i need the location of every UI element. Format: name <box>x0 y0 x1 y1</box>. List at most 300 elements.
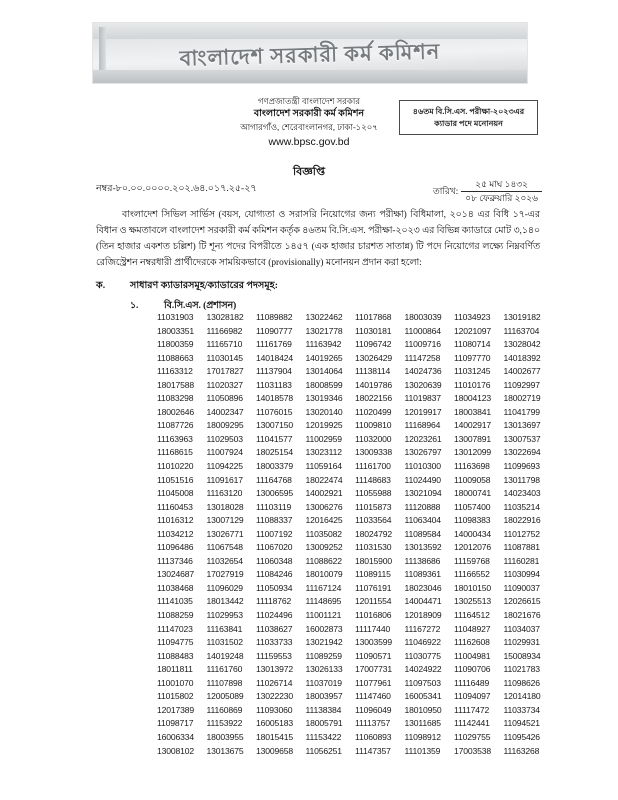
registration-number: 18004123 <box>454 393 492 404</box>
memo-date-label: তারিখ: <box>432 186 459 196</box>
registration-number: 11016312 <box>157 515 194 526</box>
registration-number-row <box>157 406 553 420</box>
registration-number-row <box>157 392 553 406</box>
registration-number: 11088663 <box>157 352 194 363</box>
registration-number: 11159553 <box>256 650 292 661</box>
registration-number: 11088483 <box>157 650 194 661</box>
registration-number: 11142441 <box>454 718 490 729</box>
registration-number: 18003379 <box>256 461 294 472</box>
registration-number-row <box>157 595 553 609</box>
registration-number: 11030994 <box>503 569 540 580</box>
registration-number: 11094775 <box>157 637 194 648</box>
registration-number: 11089361 <box>404 569 441 580</box>
registration-number-row <box>157 311 553 325</box>
registration-number: 13021942 <box>305 637 343 648</box>
registration-number: 13021778 <box>305 325 343 336</box>
registration-number: 11097770 <box>454 352 491 363</box>
registration-number: 11004981 <box>454 650 491 661</box>
registration-number: 11120888 <box>404 501 441 512</box>
registration-number: 11007924 <box>206 447 243 458</box>
registration-number: 14024922 <box>404 664 442 675</box>
government-name: গণপ্রজাতন্ত্রী বাংলাদেশ সরকার <box>257 96 361 106</box>
registration-number-row <box>157 365 553 379</box>
registration-number: 18022916 <box>503 515 541 526</box>
registration-number: 11163963 <box>157 433 193 444</box>
subsection-marker: ১. <box>130 301 139 311</box>
registration-number: 13007891 <box>454 433 492 444</box>
registration-number: 14019265 <box>305 352 343 363</box>
registration-number-row <box>157 379 553 393</box>
cadre-box-line-2: ক্যাডার পদে মনোনয়ন <box>434 118 503 128</box>
registration-number: 11094225 <box>206 461 243 472</box>
registration-number: 11090571 <box>355 650 392 661</box>
registration-number: 11161760 <box>206 664 243 675</box>
registration-number: 11113757 <box>355 718 391 729</box>
section-headings <box>96 279 542 313</box>
registration-number: 13020639 <box>404 379 442 390</box>
registration-number: 11041577 <box>256 433 293 444</box>
registration-number: 11035214 <box>503 501 540 512</box>
registration-number: 11138114 <box>355 366 391 377</box>
registration-number: 11010220 <box>157 461 194 472</box>
registration-number: 11800359 <box>157 339 194 350</box>
registration-number: 11092997 <box>503 379 540 390</box>
registration-number: 11029503 <box>206 433 243 444</box>
registration-number: 12026615 <box>503 596 541 607</box>
registration-number: 12016425 <box>305 515 343 526</box>
registration-number-row <box>157 609 553 623</box>
registration-number: 11001070 <box>157 677 194 688</box>
registration-number: 11009058 <box>454 474 491 485</box>
registration-number: 11164768 <box>256 474 292 485</box>
registration-number: 11118762 <box>256 596 292 607</box>
registration-number: 18003351 <box>157 325 195 336</box>
registration-number: 11055988 <box>355 488 392 499</box>
section-general-cadres <box>96 279 542 294</box>
registration-number: 11051516 <box>157 474 194 485</box>
registration-number: 13018028 <box>206 501 244 512</box>
registration-number: 11037019 <box>305 677 342 688</box>
registration-number: 11031530 <box>355 542 392 553</box>
registration-number: 11029931 <box>503 637 540 648</box>
registration-number: 13019182 <box>503 312 541 322</box>
registration-number-row <box>157 474 553 488</box>
registration-number: 13023112 <box>305 447 342 458</box>
registration-number: 18017588 <box>157 379 195 390</box>
registration-number: 11009716 <box>404 339 441 350</box>
registration-number: 18003957 <box>305 691 343 702</box>
registration-number: 16005341 <box>404 691 442 702</box>
registration-number: 11024496 <box>256 610 293 621</box>
registration-number: 11160869 <box>206 704 243 715</box>
registration-number: 13009658 <box>256 745 294 756</box>
registration-number: 18015415 <box>256 731 294 742</box>
registration-number: 11137346 <box>157 555 193 566</box>
registration-number: 11093060 <box>256 704 293 715</box>
bpsc-signboard-photo <box>92 22 528 84</box>
registration-number: 11034923 <box>454 312 491 322</box>
registration-number-row <box>157 582 553 596</box>
section-marker: ক. <box>96 280 106 291</box>
registration-number: 11031903 <box>157 312 194 322</box>
registration-number: 11116489 <box>454 677 490 688</box>
registration-number: 11163841 <box>206 623 243 634</box>
registration-number: 13006276 <box>305 501 343 512</box>
registration-number: 11148695 <box>305 596 342 607</box>
registration-number-grid <box>157 311 553 758</box>
registration-number: 11087726 <box>157 420 194 431</box>
registration-number-row <box>157 338 553 352</box>
registration-number: 11163312 <box>157 366 193 377</box>
commission-website[interactable]: www.bpsc.gov.bd <box>268 136 350 149</box>
registration-number-row <box>157 636 553 650</box>
registration-number: 13009252 <box>305 542 343 553</box>
registration-number: 11020499 <box>355 406 392 417</box>
registration-number: 11159768 <box>454 555 490 566</box>
registration-number: 18003841 <box>454 406 492 417</box>
registration-number: 11117472 <box>454 704 490 715</box>
registration-number: 11056251 <box>305 745 342 756</box>
registration-number: 13003599 <box>355 637 393 648</box>
registration-number: 11117440 <box>355 623 391 634</box>
registration-number: 13022230 <box>256 691 294 702</box>
registration-number: 17007731 <box>355 664 393 675</box>
registration-number: 13013697 <box>503 420 541 431</box>
registration-number: 11103119 <box>256 501 292 512</box>
registration-number-row <box>157 528 553 542</box>
section-heading: সাধারণ ক্যাডারসমূহ/ক্যাডারের পদসমূহ: <box>130 280 278 291</box>
registration-number: 13007129 <box>206 515 244 526</box>
registration-number-row <box>157 568 553 582</box>
registration-number: 13008102 <box>157 745 195 756</box>
registration-number: 18010079 <box>305 569 343 580</box>
registration-number: 13026133 <box>305 664 343 675</box>
registration-number: 11091617 <box>206 474 243 485</box>
registration-number-row <box>157 433 553 447</box>
registration-number: 11098717 <box>157 718 194 729</box>
registration-number: 11034212 <box>157 528 194 539</box>
registration-number: 11084246 <box>256 569 293 580</box>
commission-address: আগারগাঁও, শেরেবাংলানগর, ঢাকা-১২০৭ <box>240 122 378 133</box>
registration-number: 11163942 <box>305 339 342 350</box>
registration-number: 11167124 <box>305 582 342 593</box>
registration-number: 14004471 <box>404 596 442 607</box>
registration-number: 14002917 <box>454 420 492 431</box>
registration-number: 11030181 <box>355 325 392 336</box>
registration-number: 12012076 <box>454 542 492 553</box>
memo-date-stack <box>461 179 542 205</box>
registration-number: 16006334 <box>157 731 195 742</box>
registration-number: 14019248 <box>206 650 244 661</box>
registration-number: 14002921 <box>305 488 343 499</box>
registration-number: 11033564 <box>355 515 392 526</box>
registration-number: 11016806 <box>355 610 392 621</box>
registration-number: 11031245 <box>454 366 491 377</box>
registration-number: 11057400 <box>454 501 491 512</box>
registration-number-row <box>157 623 553 637</box>
registration-number: 11030775 <box>404 650 441 661</box>
registration-number: 11063404 <box>404 515 441 526</box>
registration-number: 11101359 <box>404 745 441 756</box>
registration-number: 11010300 <box>404 461 441 472</box>
registration-number: 18021676 <box>503 610 541 621</box>
registration-number: 11033734 <box>503 704 540 715</box>
registration-number: 11050896 <box>206 393 243 404</box>
registration-number: 18003039 <box>404 312 442 322</box>
registration-number: 11076015 <box>256 406 293 417</box>
registration-number: 11148683 <box>355 474 391 485</box>
registration-number: 18010950 <box>404 704 442 715</box>
registration-number: 13024687 <box>157 569 195 580</box>
registration-number: 11038468 <box>157 582 194 593</box>
registration-number: 11107898 <box>206 677 243 688</box>
registration-number: 11090037 <box>503 582 540 593</box>
registration-number: 11034037 <box>503 623 540 634</box>
registration-number: 18003955 <box>206 731 244 742</box>
registration-number: 11048927 <box>454 623 491 634</box>
registration-number: 18024792 <box>355 528 393 539</box>
registration-number: 11017868 <box>355 312 392 322</box>
registration-number: 12014180 <box>503 691 541 702</box>
registration-number-row <box>157 663 553 677</box>
registration-number-row <box>157 690 553 704</box>
registration-number: 11029755 <box>454 731 491 742</box>
registration-number: 13007537 <box>503 433 541 444</box>
registration-number: 14018392 <box>503 352 541 363</box>
photo-bottom-band <box>93 70 527 83</box>
registration-number: 14019786 <box>355 379 393 390</box>
cadre-box-line-1: ৪৬তম বি.সি.এস. পরীক্ষা-২০২৩এর <box>412 106 525 116</box>
registration-number: 11010176 <box>454 379 491 390</box>
registration-number: 13022462 <box>305 312 343 322</box>
registration-number: 11162608 <box>454 637 490 648</box>
registration-number: 12018909 <box>404 610 442 621</box>
memo-number: নম্বর-৮০.০০.০০০০.২০২.৬৪.০১৭.২৫-২৭ <box>96 184 257 194</box>
registration-number-row <box>157 555 553 569</box>
registration-number: 11090706 <box>454 664 491 675</box>
registration-number: 11041799 <box>503 406 540 417</box>
registration-number-row <box>157 731 553 745</box>
registration-number: 18015900 <box>355 555 393 566</box>
registration-number: 13013592 <box>404 542 442 553</box>
notice-body-paragraph: বাংলাদেশ সিভিল সার্ভিস (বয়স, যোগ্যতা ও সরাসরি নিয়োগের জন্য পরীক্ষা) বিধিমালা, ২০১৪ এর বিধি ১৭-এর বিধান ও ক্ষমতাবলে বাংলাদেশ সরকারী কর্ম কমিশন কর্তৃক ৪৬তম বি.সি.এস. পরীক্ষা-২০২৩ এর বিভিন্ন ক্যাডারে মোট ৩,১৪০ (তিন হাজার একশত চল্লিশ) টি শূন্য পদের বিপরীতে ১৪৫৭ (এক হাজার চারশত সাতান্ন) টি পদে নিয়োগের লক্ষ্যে নিম্নবর্ণিত রেজিস্ট্রেশন নম্বরধারী প্রার্থীদেরকে সাময়িকভাবে (provisionally) মনোনয়ন প্রদান করা হলো: <box>96 210 540 268</box>
registration-number: 11147357 <box>355 745 391 756</box>
registration-number: 14023403 <box>503 488 541 499</box>
registration-number: 12021097 <box>454 325 492 336</box>
registration-number: 11096049 <box>355 704 392 715</box>
registration-number: 13011798 <box>503 474 540 485</box>
registration-number: 11060893 <box>355 731 392 742</box>
registration-number: 13021094 <box>404 488 442 499</box>
registration-number-row <box>157 325 553 339</box>
memo-date-group <box>433 179 542 205</box>
registration-number: 13007150 <box>256 420 294 431</box>
registration-number: 11024490 <box>404 474 441 485</box>
registration-number-row <box>157 541 553 555</box>
registration-number: 11167272 <box>404 623 441 634</box>
registration-number: 11067020 <box>256 542 293 553</box>
registration-number: 11007192 <box>256 528 293 539</box>
registration-number: 11168964 <box>404 420 441 431</box>
registration-number: 18002719 <box>503 393 541 404</box>
registration-number: 11050934 <box>256 582 293 593</box>
registration-number: 11009810 <box>355 420 392 431</box>
registration-number: 11038627 <box>256 623 293 634</box>
registration-number: 12019917 <box>404 406 442 417</box>
registration-number: 11163704 <box>503 325 540 336</box>
registration-number: 11002959 <box>305 433 342 444</box>
registration-number: 12017389 <box>157 704 195 715</box>
registration-number: 17027919 <box>206 569 244 580</box>
cadre-subject-box <box>399 100 538 135</box>
registration-number: 11160453 <box>157 501 193 512</box>
registration-number: 11020327 <box>206 379 243 390</box>
registration-number: 18011811 <box>157 664 193 675</box>
registration-number: 12019925 <box>305 420 343 431</box>
registration-number-row <box>157 650 553 664</box>
registration-number-row <box>157 419 553 433</box>
registration-number: 11163698 <box>454 461 490 472</box>
registration-number: 11095426 <box>503 731 540 742</box>
registration-number: 14018578 <box>256 393 294 404</box>
registration-number: 14002677 <box>503 366 541 377</box>
registration-number: 15008934 <box>503 650 541 661</box>
registration-number: 11087881 <box>503 542 540 553</box>
registration-number-row <box>157 460 553 474</box>
registration-number: 11032000 <box>355 433 392 444</box>
registration-number: 11165710 <box>206 339 243 350</box>
registration-number: 12011554 <box>355 596 392 607</box>
registration-number: 13013675 <box>206 745 244 756</box>
subsection-heading: বি.সি.এস. (প্রশাসন) <box>164 301 237 311</box>
registration-number: 13020140 <box>305 406 343 417</box>
registration-number: 11031502 <box>206 637 243 648</box>
registration-number: 11160281 <box>503 555 540 566</box>
registration-number: 11166982 <box>206 325 243 336</box>
registration-number: 14002347 <box>206 406 244 417</box>
registration-number: 16002873 <box>305 623 343 634</box>
registration-number: 11059164 <box>305 461 342 472</box>
registration-number: 18022474 <box>305 474 343 485</box>
registration-number-row <box>157 745 553 759</box>
registration-number: 11015873 <box>355 501 392 512</box>
registration-number: 13014064 <box>305 366 343 377</box>
registration-number: 11046922 <box>404 637 441 648</box>
registration-number-row <box>157 514 553 528</box>
registration-number: 11096029 <box>206 582 243 593</box>
registration-number: 11138686 <box>404 555 441 566</box>
registration-number: 11076191 <box>355 582 392 593</box>
registration-number: 11163268 <box>503 745 540 756</box>
memo-header-row <box>96 179 542 209</box>
registration-number: 18005791 <box>305 718 343 729</box>
registration-number-row <box>157 487 553 501</box>
registration-number: 11029953 <box>206 610 243 621</box>
registration-number: 11138384 <box>305 704 342 715</box>
registration-number: 14024736 <box>404 366 442 377</box>
registration-number: 11012752 <box>503 528 540 539</box>
memo-date-gregorian: ০৮ ফেব্রুয়ারি ২০২৬ <box>465 193 538 204</box>
registration-number: 11088259 <box>157 610 194 621</box>
registration-number: 14018424 <box>256 352 294 363</box>
memo-date-bengali: ২৫ মাঘ ১৪৩২ <box>461 179 542 192</box>
registration-number: 18010150 <box>454 582 492 593</box>
registration-number: 12005089 <box>206 691 244 702</box>
registration-number: 11026714 <box>256 677 293 688</box>
registration-number: 11089584 <box>404 528 441 539</box>
registration-number: 18023046 <box>404 582 442 593</box>
registration-number: 11030145 <box>206 352 243 363</box>
registration-number: 11089259 <box>305 650 342 661</box>
registration-number: 13026771 <box>206 528 244 539</box>
signboard-text: বাংলাদেশ সরকারী কর্ম কমিশন <box>179 38 441 71</box>
registration-number: 11098626 <box>503 677 540 688</box>
registration-number: 11147258 <box>404 352 441 363</box>
registration-number: 11097503 <box>404 677 441 688</box>
registration-number: 11163120 <box>206 488 243 499</box>
registration-number: 11077961 <box>355 677 392 688</box>
registration-number: 11161769 <box>256 339 292 350</box>
notice-title: বিজ্ঞপ্তি <box>293 166 325 178</box>
registration-number: 13019346 <box>305 393 343 404</box>
registration-number: 11035082 <box>305 528 342 539</box>
registration-number-row <box>157 501 553 515</box>
registration-number: 11153922 <box>206 718 243 729</box>
registration-number: 16005183 <box>256 718 294 729</box>
registration-number: 11096742 <box>355 339 392 350</box>
registration-number: 11147460 <box>355 691 391 702</box>
registration-number: 11089115 <box>355 569 391 580</box>
registration-number: 11096486 <box>157 542 194 553</box>
registration-number: 11088337 <box>256 515 293 526</box>
commission-name: বাংলাদেশ সরকারী কর্ম কমিশন <box>253 109 365 120</box>
registration-number: 11000864 <box>404 325 441 336</box>
registration-number: 13028042 <box>503 339 541 350</box>
registration-number: 13012099 <box>454 447 492 458</box>
registration-number: 11099693 <box>503 461 540 472</box>
registration-number: 11001121 <box>305 610 342 621</box>
registration-number: 17017827 <box>206 366 244 377</box>
registration-number: 11060348 <box>256 555 293 566</box>
registration-number: 11019837 <box>404 393 441 404</box>
registration-number: 11045008 <box>157 488 194 499</box>
registration-number: 18000741 <box>454 488 492 499</box>
registration-number: 11083298 <box>157 393 194 404</box>
registration-number: 18013442 <box>206 596 244 607</box>
registration-number: 11141035 <box>157 596 193 607</box>
registration-number: 13006595 <box>256 488 294 499</box>
registration-number: 11021783 <box>503 664 540 675</box>
registration-number: 11031183 <box>256 379 292 390</box>
registration-number: 13009338 <box>355 447 393 458</box>
registration-number: 18002646 <box>157 406 195 417</box>
registration-number: 11032654 <box>206 555 243 566</box>
registration-number-row <box>157 677 553 691</box>
registration-number: 13011685 <box>404 718 441 729</box>
registration-number: 11098383 <box>454 515 491 526</box>
registration-number: 11153422 <box>305 731 342 742</box>
registration-number: 17003538 <box>454 745 492 756</box>
registration-number: 13026797 <box>404 447 442 458</box>
registration-number-row <box>157 704 553 718</box>
registration-number: 11090777 <box>256 325 293 336</box>
registration-number: 11161700 <box>355 461 391 472</box>
registration-number: 11088622 <box>305 555 342 566</box>
registration-number: 11089882 <box>256 312 293 322</box>
registration-number: 12023261 <box>404 433 442 444</box>
registration-number: 14000434 <box>454 528 492 539</box>
registration-number: 18022156 <box>355 393 393 404</box>
